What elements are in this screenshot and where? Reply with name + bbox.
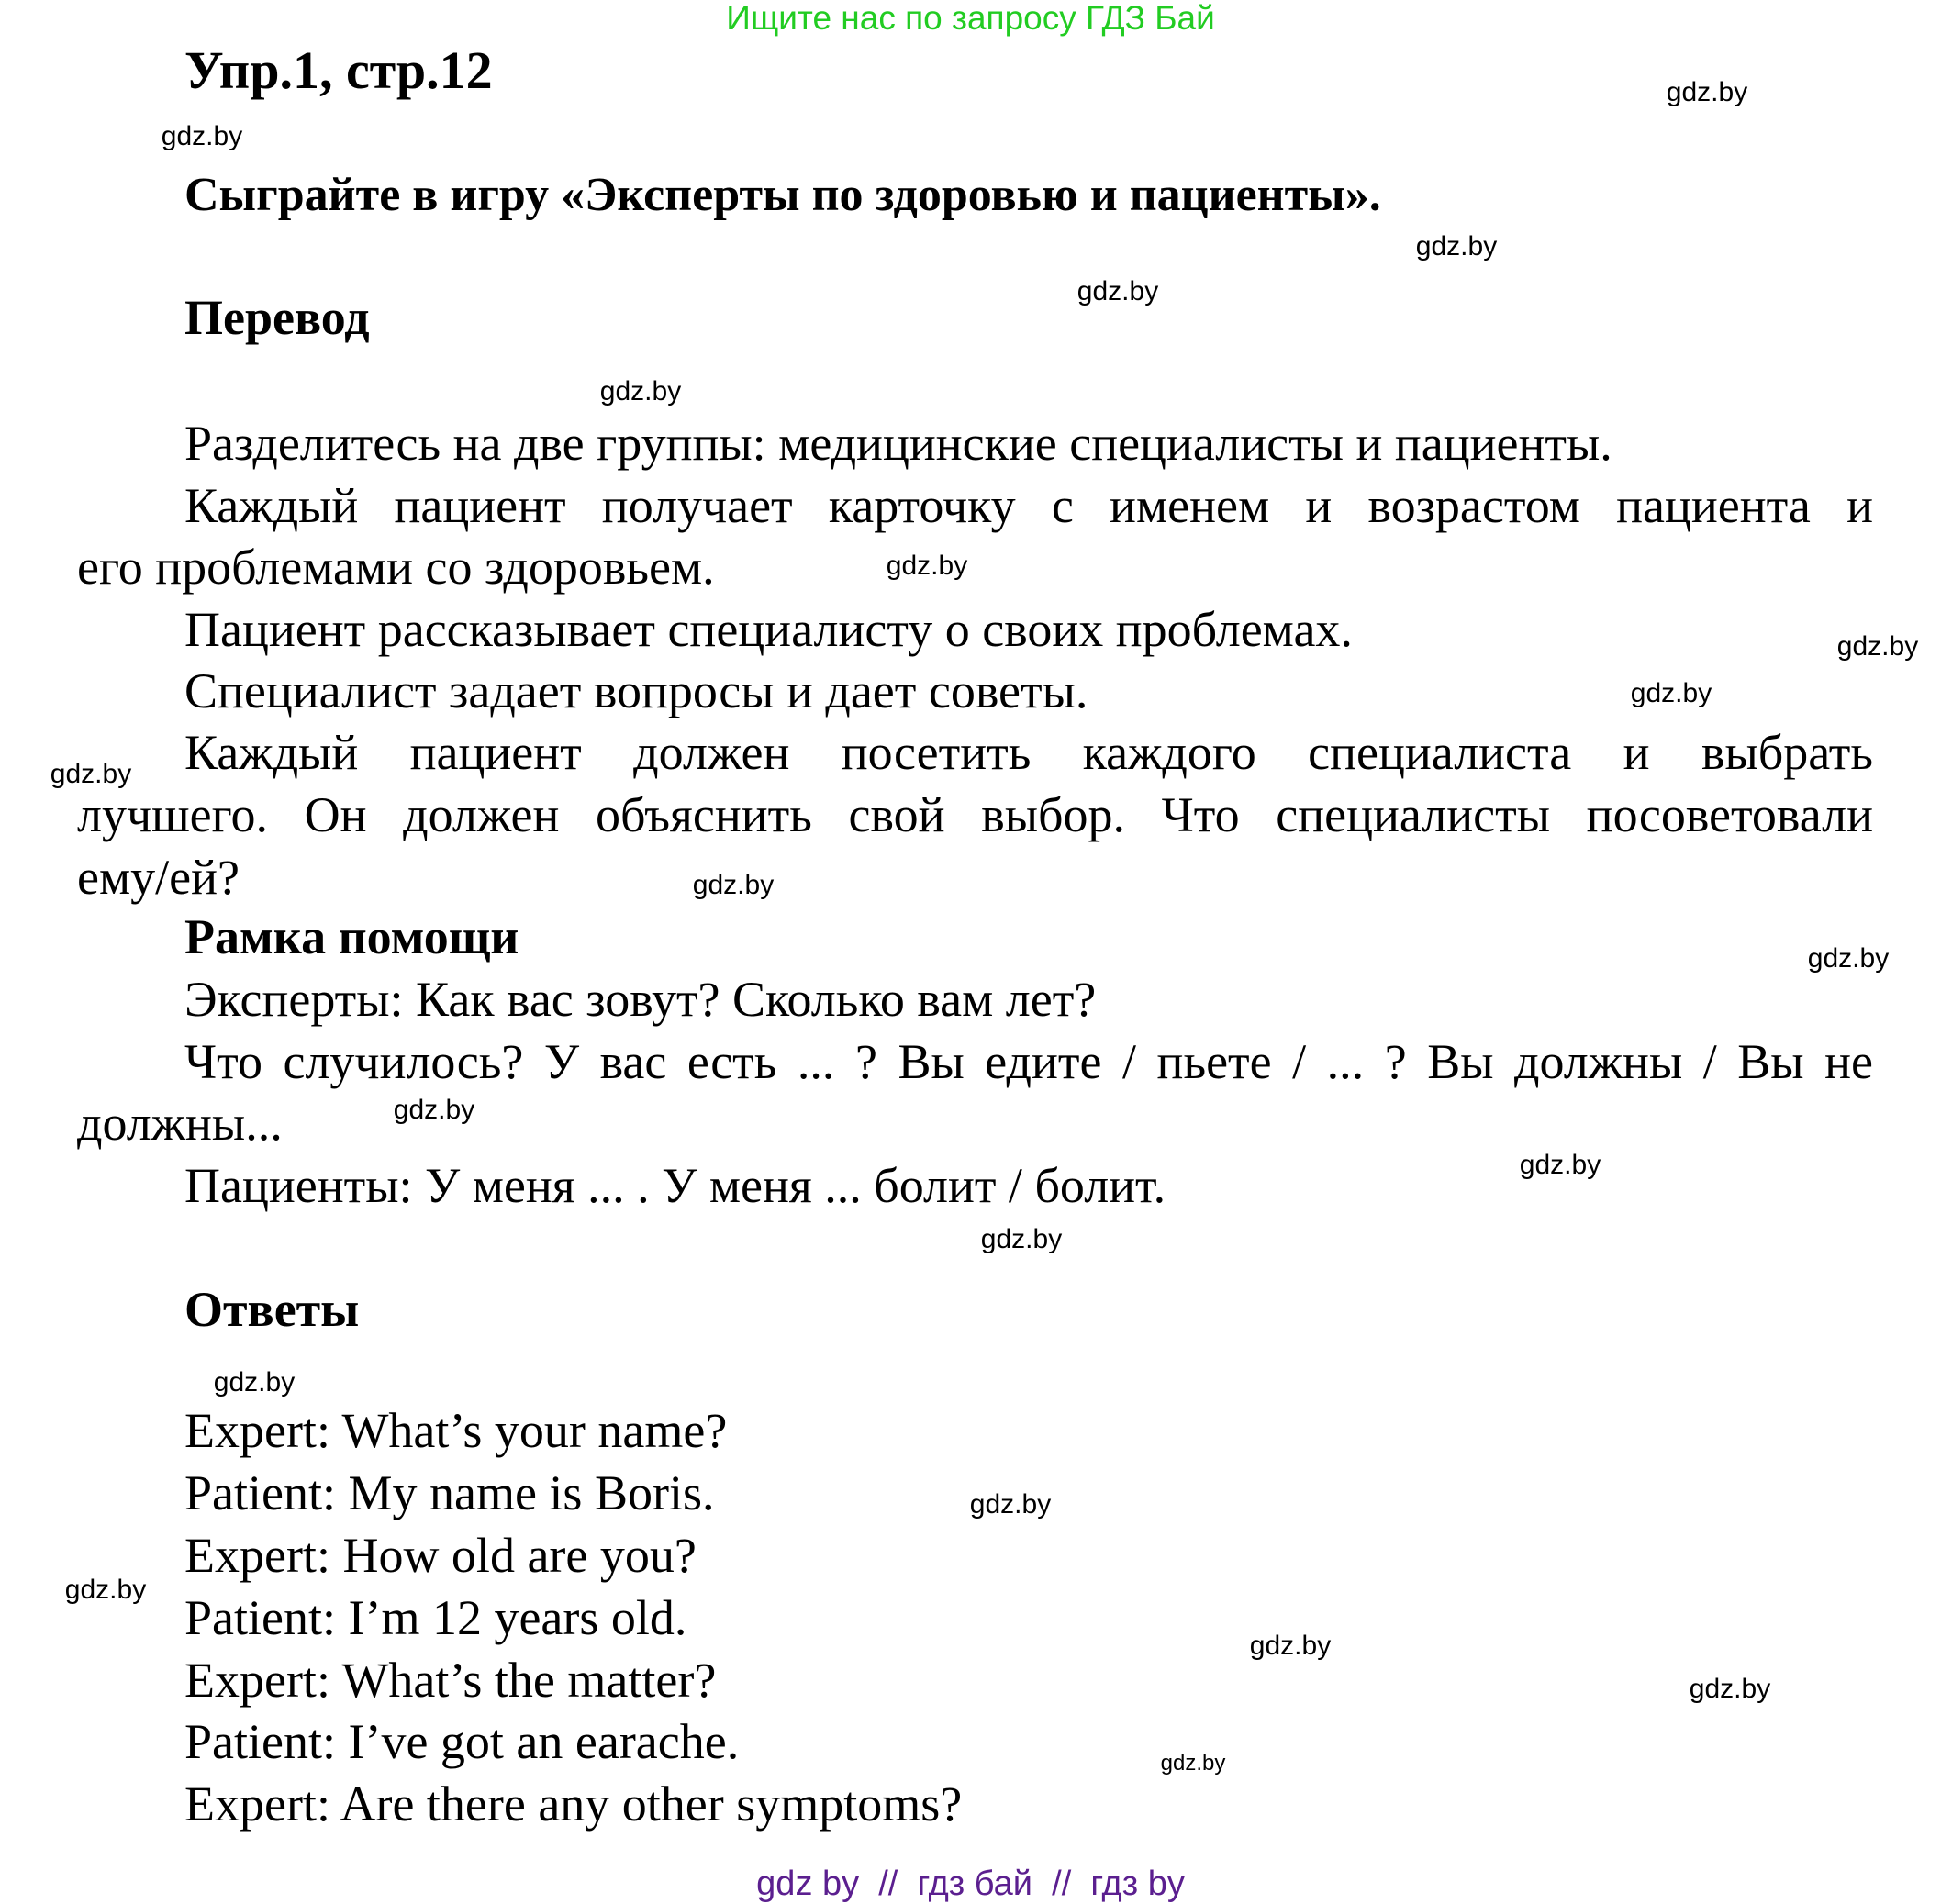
watermark: gdz.by <box>1807 943 1890 974</box>
translation-line: Пациент рассказывает специалисту о своих проблемах. <box>184 602 1353 657</box>
translation-heading: Перевод <box>184 290 370 345</box>
watermark: gdz.by <box>1415 231 1498 262</box>
help-line: Эксперты: Как вас зовут? Сколько вам лет? <box>184 972 1097 1027</box>
watermark: gdz.by <box>969 1489 1052 1520</box>
translation-line: Каждый пациент получает карточку с именем и возрастом пациента и <box>184 478 1873 533</box>
footer-links[interactable]: gdz by // гдз бай // гдз by <box>756 1865 1185 1903</box>
answer-line: Expert: How old are you? <box>184 1528 697 1583</box>
help-line: Пациенты: У меня ... . У меня ... болит / болит. <box>184 1158 1166 1213</box>
watermark: gdz.by <box>1836 631 1919 662</box>
watermark: gdz.by <box>1519 1150 1601 1180</box>
answer-line: Patient: I’ve got an earache. <box>184 1714 740 1769</box>
answer-line: Patient: I’m 12 years old. <box>184 1590 687 1645</box>
help-heading: Рамка помощи <box>184 909 519 964</box>
exercise-title: Упр.1, стр.12 <box>184 40 493 100</box>
search-banner: Ищите нас по запросу ГДЗ Бай <box>726 0 1215 37</box>
translation-line: ему/ей? <box>77 850 240 905</box>
watermark: gdz.by <box>886 551 968 581</box>
translation-line: лучшего. Он должен объяснить свой выбор. Что специалисты посоветовали <box>77 787 1873 842</box>
watermark: gdz.by <box>393 1095 475 1125</box>
help-line: должны... <box>77 1096 283 1151</box>
answer-line: Expert: Are there any other symptoms? <box>184 1776 963 1832</box>
watermark: gdz.by <box>161 121 243 151</box>
watermark: gdz.by <box>1160 1751 1226 1776</box>
translation-line: его проблемами со здоровьем. <box>77 540 715 595</box>
help-line: Что случилось? У вас есть ... ? Вы едите / пьете / ... ? Вы должны / Вы не <box>184 1034 1873 1089</box>
translation-line: Разделитесь на две группы: медицинские специалисты и пациенты. <box>184 416 1612 471</box>
watermark: gdz.by <box>1666 77 1748 107</box>
answer-line: Expert: What’s the matter? <box>184 1653 717 1708</box>
translation-line: Каждый пациент должен посетить каждого специалиста и выбрать <box>184 725 1873 780</box>
watermark: gdz.by <box>50 759 132 789</box>
answers-heading: Ответы <box>184 1282 360 1337</box>
watermark: gdz.by <box>1630 678 1712 708</box>
watermark: gdz.by <box>1076 276 1159 306</box>
watermark: gdz.by <box>1249 1631 1332 1661</box>
watermark: gdz.by <box>980 1224 1063 1254</box>
answer-line: Patient: My name is Boris. <box>184 1465 715 1520</box>
task-heading: Сыграйте в игру «Эксперты по здоровью и пациенты». <box>184 169 1381 221</box>
watermark: gdz.by <box>64 1575 147 1605</box>
watermark: gdz.by <box>1689 1674 1771 1704</box>
translation-line: Специалист задает вопросы и дает советы. <box>184 663 1088 718</box>
watermark: gdz.by <box>692 870 775 900</box>
answer-line: Expert: What’s your name? <box>184 1403 728 1458</box>
watermark: gdz.by <box>599 376 682 406</box>
watermark: gdz.by <box>213 1367 296 1397</box>
